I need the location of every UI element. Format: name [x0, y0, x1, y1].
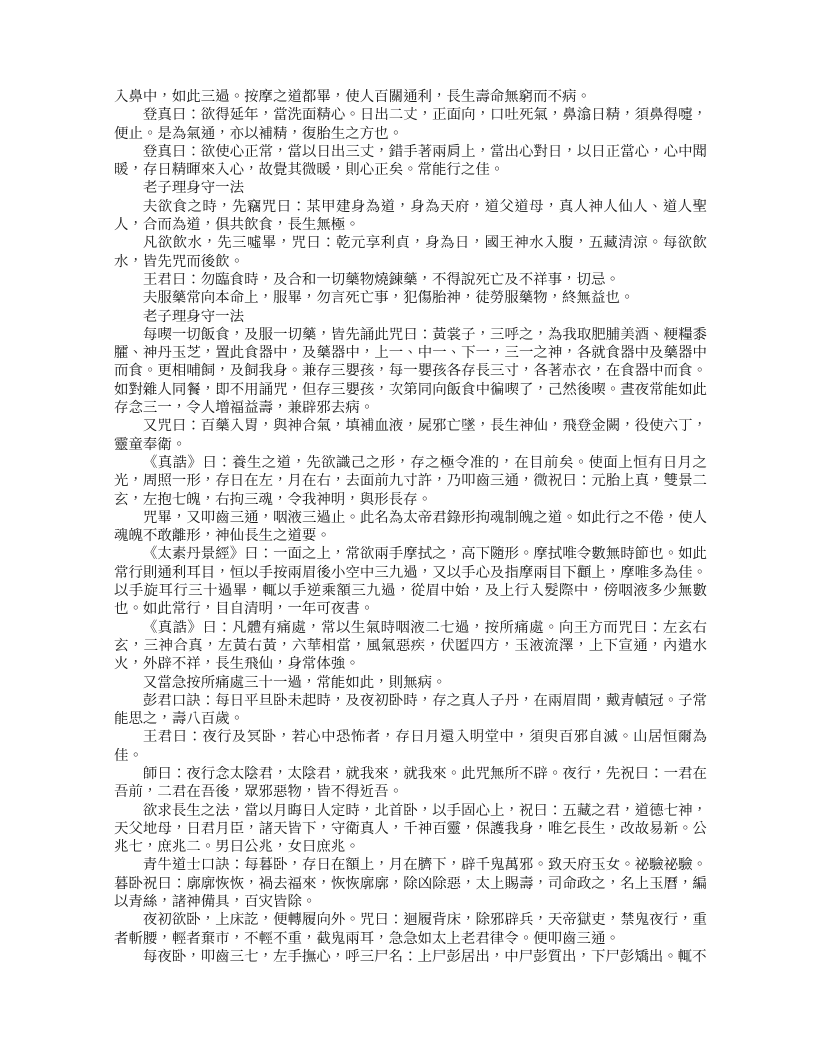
- paragraph: 又當急按所痛處三十一過，常能如此，則無病。: [142, 674, 447, 691]
- paragraph: 王君曰：夜行及冥卧，若心中恐怖者，存日月還入明堂中，須臾百邪自滅。山居恒爾為佳。: [114, 729, 707, 764]
- paragraph: 青牛道士口訣：每暮卧，存日在額上，月在臍下，辟千鬼萬邪。致天府玉女。祕驗祕驗。暮卧祝曰：廓廓恢恢，禍去福來，恢恢廓廓，除凶除惡，太上賜壽，司命政之，名上玉曆，編以青絲，諸神備具，百灾皆除。: [114, 857, 707, 911]
- paragraph: 每夜卧，叩齒三七，左手撫心，呼三尸名：上尸彭居出，中尸彭質出，下尸彭矯出。輒不: [142, 948, 707, 965]
- paragraph: 登真曰：欲使心正常，當以日出三丈，錯手著兩肩上，當出心對日，以日正當心，心中聞暖，存日精暉來入心，故覺其微暖，則心正矣。常能行之佳。: [114, 143, 707, 179]
- paragraph: 《太素丹景經》曰：一面之上，常欲兩手摩拭之，高下隨形。摩拭唯令數無時節也。如此常行則通利耳目，恒以手按兩眉後小空中三九過，又以手心及指摩兩目下顴上，摩唯多為佳。以手旋耳行三十過畢，輒以手逆乘額三九過，從眉中始，及上行入髮際中，傍咽液多少無數也。如此常行，目自清明，一年可夜書。: [114, 546, 707, 618]
- paragraph: 欲求長生之法，當以月晦日人定時，北首卧，以手固心上，祝曰：五藏之君，道德七神，天父地母，日君月臣，諸天皆下，守衛真人，千神百靈，保護我身，唯乞長生，改故易新。公兆七，庶兆二。男曰公兆，女曰庶兆。: [114, 802, 707, 856]
- paragraph: 老子理身守一法: [142, 308, 245, 325]
- paragraph: 登真曰：欲得延年，當洗面精心。日出二丈，正面向，口吐死氣，鼻潝日精，須鼻得嚏，便止。是為氣通，亦以補精，復胎生之方也。: [114, 107, 707, 142]
- paragraph: 師曰：夜行念太陰君，太陰君，就我來，就我來。此咒無所不辟。夜行，先祝曰：一君在吾前，二君在吾後，眾邪惡物，皆不得近吾。: [114, 765, 707, 801]
- paragraph: 夫欲食之時，先竊咒曰：某甲建身為道，身為天府，道父道母，真人神人仙人、道人聖人，合而為道，俱共飲食，長生無極。: [114, 198, 707, 234]
- paragraph: 咒畢，又叩齒三通，咽液三過止。此名為太帝君錄形拘魂制魄之道。如此行之不倦，使人魂魄不敢離形，神仙長生之道要。: [114, 509, 707, 545]
- paragraph: 凡欲飲水，先三噓畢，咒曰：乾元享利貞，身為日，國王神水入腹，五藏清涼。每欲飲水，皆先咒而後飲。: [114, 235, 707, 270]
- paragraph: 王君曰：勿臨食時，及合和一切藥物燒鍊藥，不得說死亡及不祥事，切忌。: [142, 271, 620, 288]
- document-body: [114, 88, 707, 966]
- paragraph: 夫服藥常向本命上，服畢，勿言死亡事，犯傷胎神，徒勞服藥物，終無益也。: [142, 290, 635, 307]
- paragraph: 彭君口訣：每日平旦卧未起時，及夜初卧時，存之真人子丹，在兩眉間，戴青幘冠。子常能思之，壽八百歲。: [114, 692, 707, 728]
- paragraph: 入鼻中，如此三過。按摩之道都畢，使人百關通利，長生壽命無窮而不病。: [114, 89, 591, 105]
- paragraph: 《真誥》曰：凡體有痛處，常以生氣時咽液二七過，按所痛處。向王方而咒曰：左玄右玄，三神合真，左黃右黃，六華相當，風氣惡疾，伏匿四方，玉液流澤，上下宣通，內遣水火，外辟不祥，長生飛仙，身常体強。: [114, 619, 707, 673]
- paragraph: 每喫一切飯食，及服一切藥，皆先誦此咒曰：黃裳子，三呼之，為我取肥脯美酒、粳糧黍臛、神丹玉芝，置此食器中，及藥器中，上一、中一、下一，三一之神，各就食器中及藥器中而食。更相哺飼，及飼我身。兼存三嬰孩，每一嬰孩各存長三寸，各著赤衣，在食器中而食。如對雜人同餐，即不用誦咒，但存三嬰孩，次第同向飯食中徧喫了，己然後喫。晝夜常能如此存念三一，令人增福益壽，兼辟邪去病。: [114, 326, 707, 417]
- paragraph: 又咒曰：百藥入胃，與神合氣，填補血液，屍邪亡墜，長生神仙，飛登金闕，役使六丁，靈童奉衛。: [114, 418, 707, 453]
- paragraph: 《真誥》曰：養生之道，先欲識己之形，存之極令准的，在目前矣。使面上恒有日月之光，周照一形，存日在左，月在右，去面前九寸許，乃叩齒三通，微祝曰：元胎上真，雙景二玄，左抱七魄，右拘三魂，令我神明，與形長存。: [114, 454, 707, 508]
- paragraph: 夜初欲卧，上床訖，便轉履向外。咒曰：迴履背床，除邪辟兵，天帝獄吏，禁鬼夜行，重者斬腰，輕者棄市，不輕不重，截鬼兩耳，急急如太上老君律令。便叩齒三通。: [114, 912, 707, 947]
- paragraph: 老子理身守一法: [142, 180, 245, 197]
